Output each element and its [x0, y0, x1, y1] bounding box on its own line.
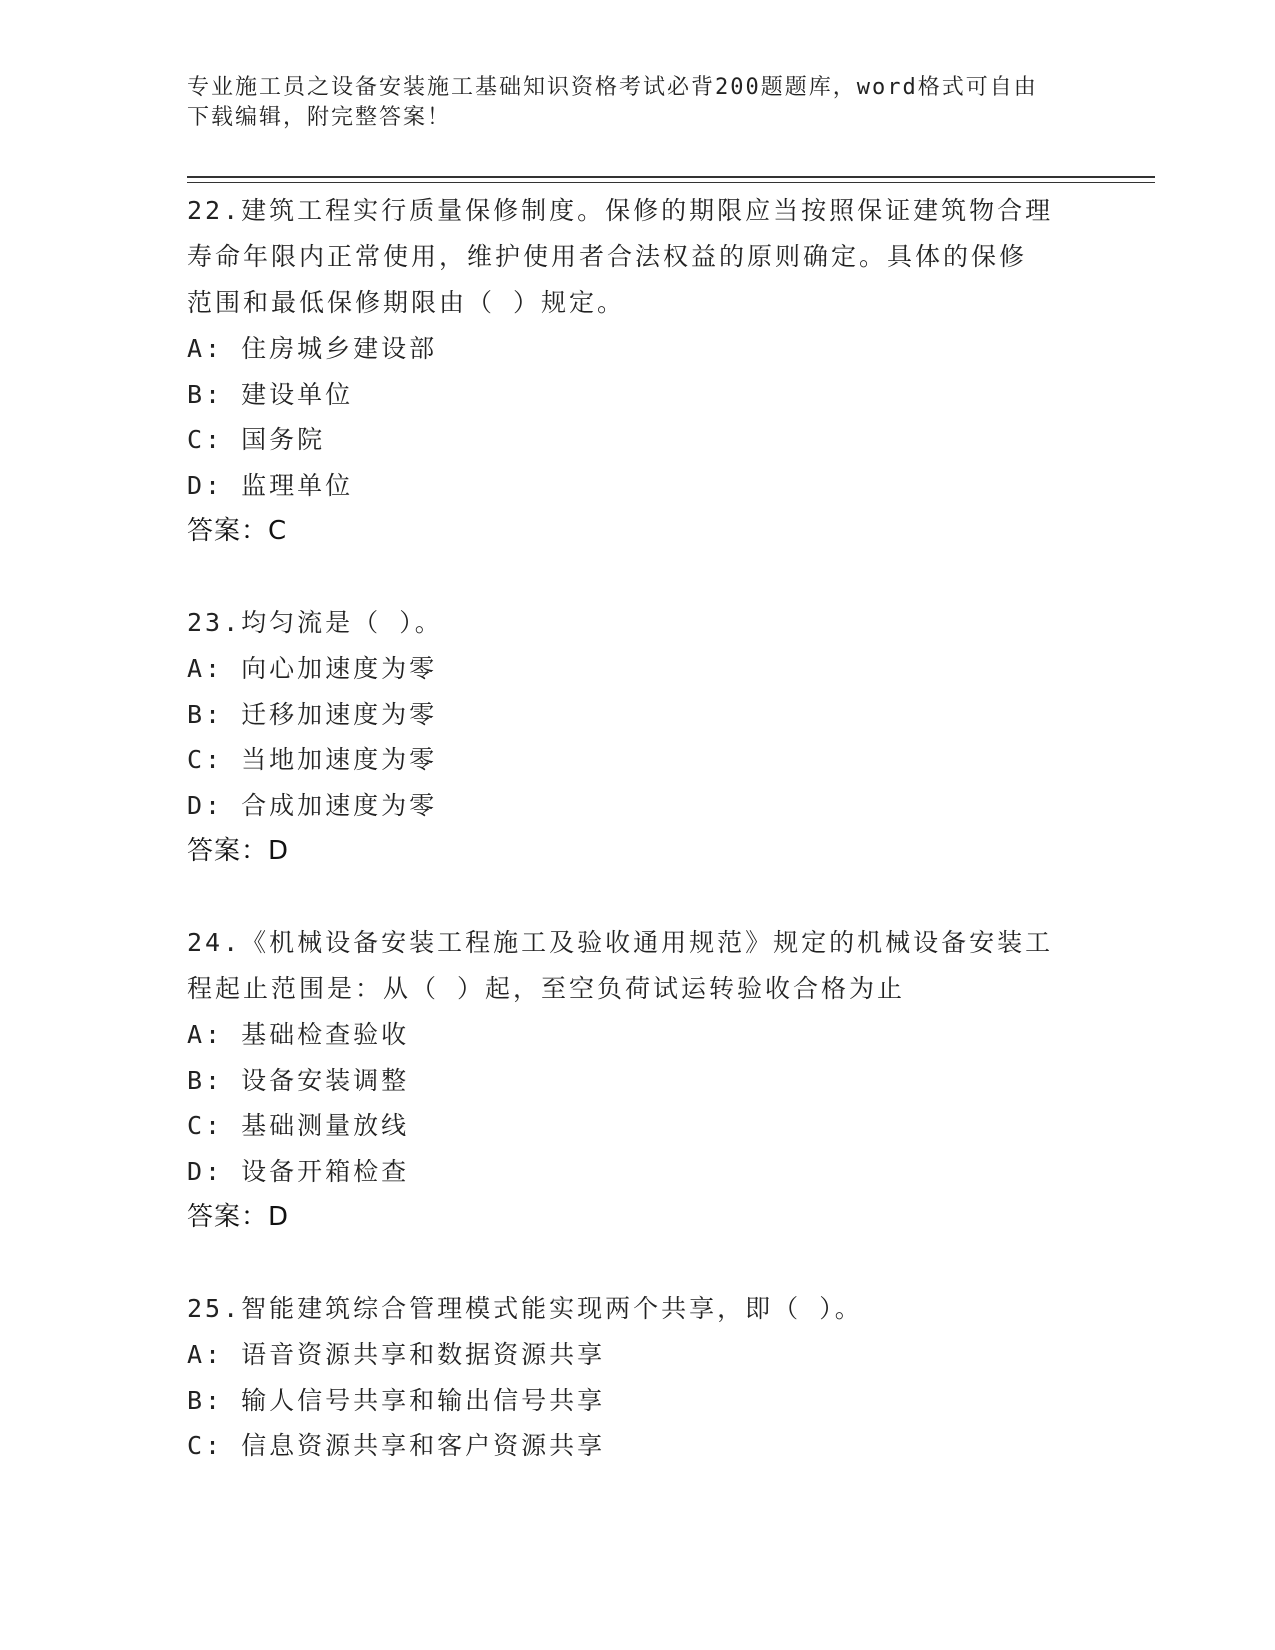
option-b: B: 输人信号共享和输出信号共享 — [187, 1385, 606, 1415]
option-c: C: 当地加速度为零 — [187, 745, 438, 774]
answer-line: 答案：D — [187, 836, 290, 866]
question-item — [187, 1286, 1087, 1469]
header-line: 下载编辑，附完整答案！ — [187, 105, 452, 130]
stem-line: 24.《机械设备安装工程施工及验收通用规范》规定的机械设备安装工 — [187, 928, 1054, 957]
question-stem — [187, 1286, 1087, 1332]
option-a: A: 向心加速度为零 — [187, 654, 438, 683]
option-b: B: 设备安装调整 — [187, 1065, 410, 1095]
question-item — [187, 188, 1087, 554]
option-a: A: 基础检查验收 — [187, 1020, 410, 1049]
stem-line: 寿命年限内正常使用，维护使用者合法权益的原则确定。具体的保修 — [187, 242, 1028, 271]
stem-line: 25.智能建筑综合管理模式能实现两个共享，即（ ）。 — [187, 1294, 863, 1323]
question-stem — [187, 600, 1087, 646]
option-d: D: 监理单位 — [187, 470, 354, 500]
answer-line: 答案：D — [187, 1202, 290, 1232]
stem-line: 23.均匀流是（ ）。 — [187, 608, 443, 637]
option-d: D: 设备开箱检查 — [187, 1156, 410, 1186]
question-stem — [187, 188, 1087, 326]
option-a: A: 语音资源共享和数据资源共享 — [187, 1340, 606, 1369]
header-rule-thick — [187, 176, 1155, 178]
option-c: C: 基础测量放线 — [187, 1111, 410, 1140]
document-header — [187, 73, 1087, 133]
header-rule-thin — [187, 182, 1155, 183]
option-c: C: 国务院 — [187, 425, 326, 454]
stem-line: 22.建筑工程实行质量保修制度。保修的期限应当按照保证建筑物合理 — [187, 196, 1054, 225]
question-item — [187, 600, 1087, 874]
option-b: B: 迁移加速度为零 — [187, 699, 438, 729]
question-item — [187, 920, 1087, 1240]
question-stem — [187, 920, 1087, 1012]
header-line: 专业施工员之设备安装施工基础知识资格考试必背200题题库，word格式可自由 — [187, 75, 1038, 100]
question-list — [187, 188, 1087, 1515]
option-a: A: 住房城乡建设部 — [187, 334, 438, 363]
stem-line: 范围和最低保修期限由（ ）规定。 — [187, 288, 626, 317]
option-c: C: 信息资源共享和客户资源共享 — [187, 1431, 606, 1460]
stem-line: 程起止范围是：从（ ）起，至空负荷试运转验收合格为止 — [187, 974, 906, 1003]
option-d: D: 合成加速度为零 — [187, 790, 438, 820]
answer-line: 答案：C — [187, 516, 288, 546]
option-b: B: 建设单位 — [187, 379, 354, 409]
